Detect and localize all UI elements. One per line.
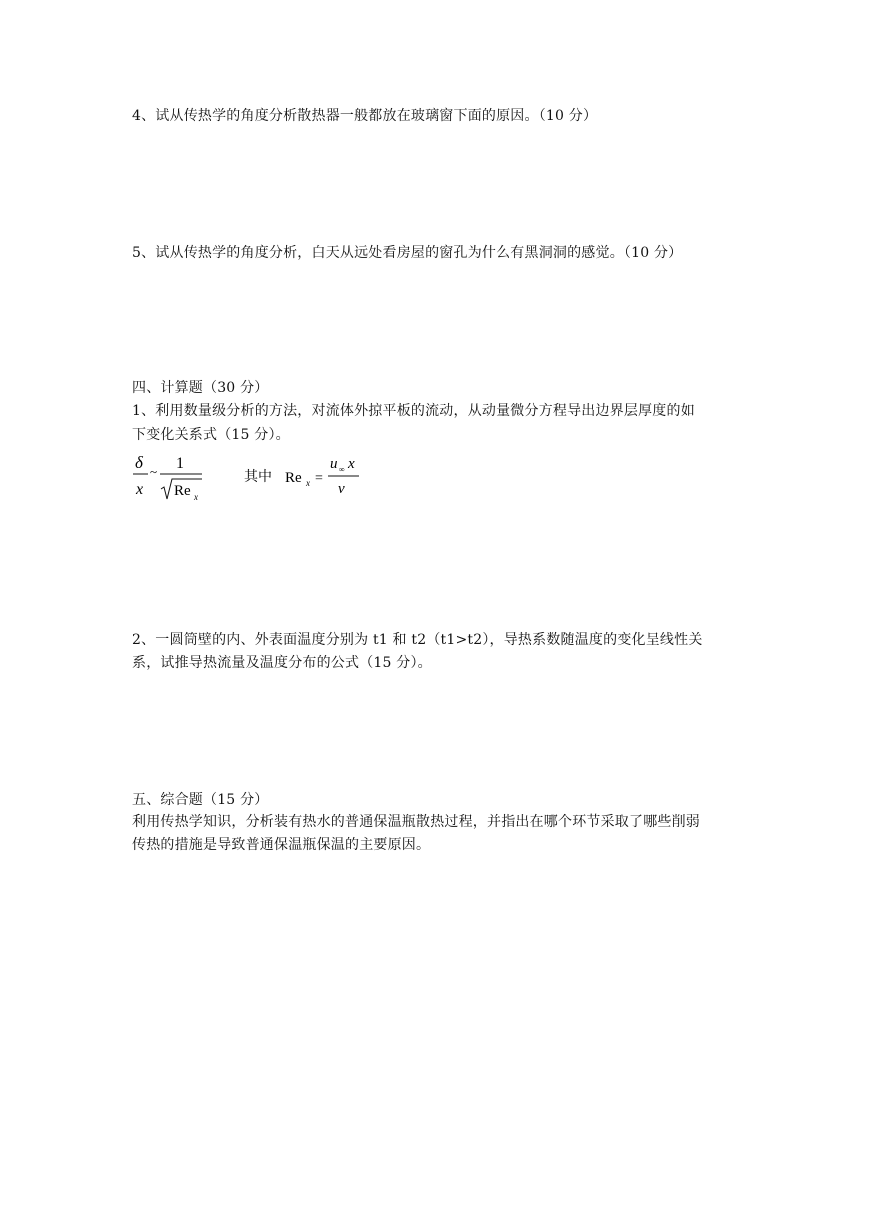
formula-where-label: 其中 [244, 470, 272, 485]
section-4-q1-line1: 1、利用数量级分析的方法，对流体外掠平板的流动，从动量微分方程导出边界层厚度的如 [132, 403, 695, 419]
formula-tilde: ~ [150, 464, 158, 479]
formula-delta: δ [135, 453, 143, 472]
formula-re: Re [174, 483, 191, 499]
section-4-q2-line1: 2、一圆筒壁的内、外表面温度分别为 t1 和 t2（t1>t2），导热系数随温度的变化呈线性关 [132, 632, 703, 648]
section-4-q1-line2: 下变化关系式（15 分）。 [132, 427, 290, 443]
formula-re-2: Re [285, 470, 302, 486]
formula-svg [132, 452, 392, 508]
section-5-heading: 五、综合题（15 分） [132, 792, 269, 808]
formula-one: 1 [176, 455, 184, 472]
formula-nu: ν [338, 481, 345, 497]
boundary-layer-formula [132, 452, 392, 508]
formula-u: u [330, 456, 338, 472]
question-5: 5、试从传热学的角度分析，白天从远处看房屋的窗孔为什么有黑洞洞的感觉。（10 分） [132, 245, 683, 261]
section-4-heading: 四、计算题（30 分） [132, 380, 269, 396]
formula-x-2: x [348, 456, 355, 472]
section-5-line1: 利用传热学知识，分析装有热水的普通保温瓶散热过程，并指出在哪个环节采取了哪些削弱 [132, 814, 700, 830]
formula-equals: = [315, 471, 323, 486]
section-5-line2: 传热的措施是导致普通保温瓶保温的主要原因。 [132, 837, 431, 853]
question-4: 4、试从传热学的角度分析散热器一般都放在玻璃窗下面的原因。（10 分） [132, 108, 598, 124]
formula-x: x [136, 481, 144, 498]
formula-infinity: ∞ [339, 465, 345, 474]
formula-re-subscript: x [194, 492, 198, 502]
section-4-q2-line2: 系，试推导热流量及温度分布的公式（15 分）。 [132, 655, 432, 671]
formula-re-2-subscript: x [306, 478, 310, 488]
